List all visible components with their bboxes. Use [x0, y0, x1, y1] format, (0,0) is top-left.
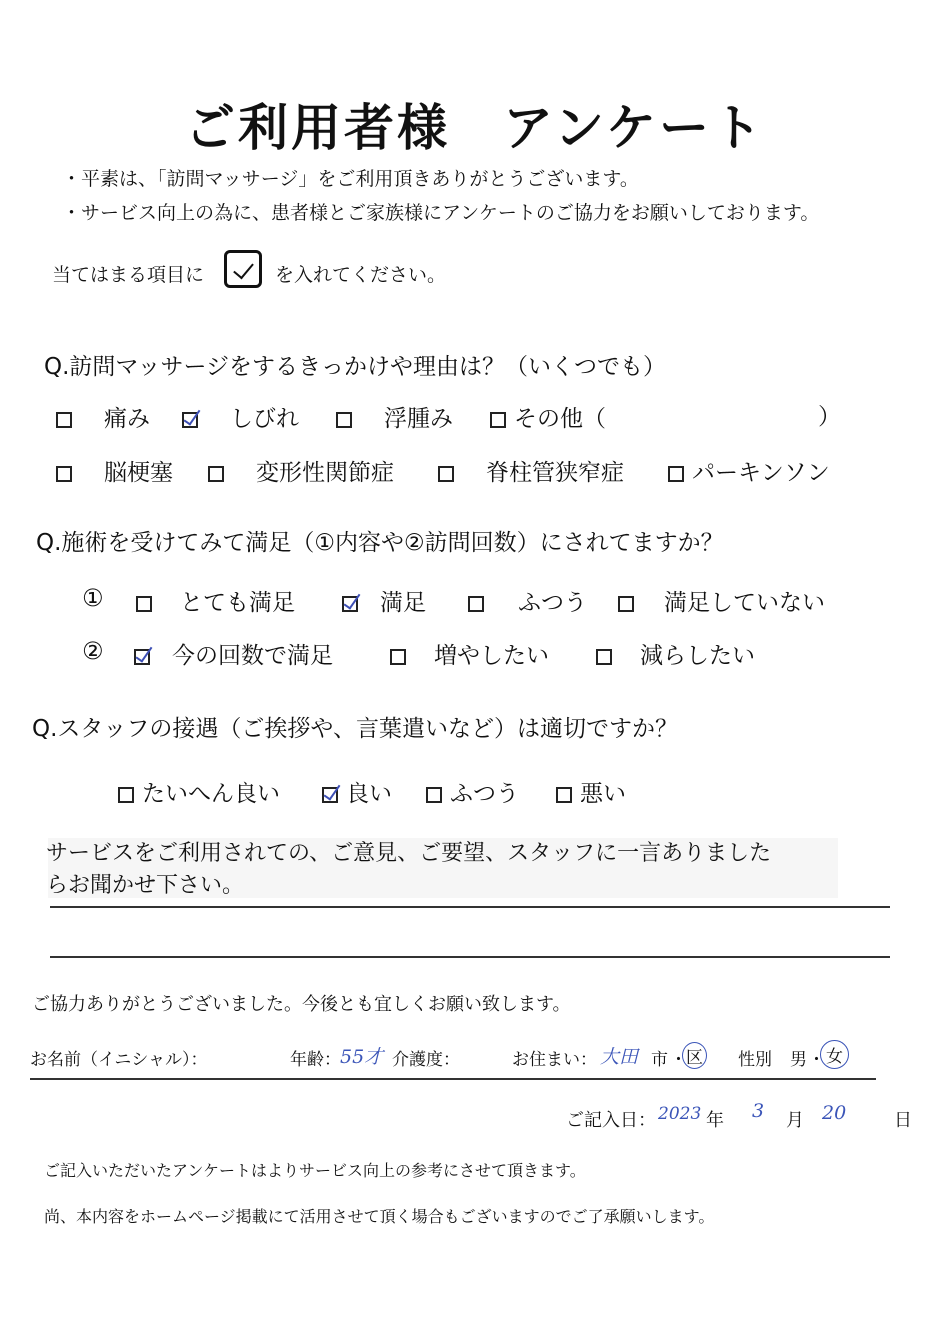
checkbox-icon[interactable]: [208, 466, 224, 482]
q1-option-numbness[interactable]: しびれ: [182, 400, 299, 433]
city-ward-separator: ・: [670, 1050, 687, 1070]
intro-line-2: ・サービス向上の為に、患者様とご家族様にアンケートのご協力をお願いしております。: [62, 202, 820, 224]
q2-visits-satisfied[interactable]: 今の回数で満足: [134, 637, 333, 670]
q2-row1-number: ①: [82, 584, 104, 612]
q1-option-pain[interactable]: 痛み: [56, 400, 150, 433]
name-label: お名前（イニシャル）：: [30, 1050, 208, 1070]
date-year-value[interactable]: 2023: [658, 1104, 702, 1124]
date-day-unit: 日: [894, 1110, 912, 1131]
info-underline: [30, 1078, 876, 1080]
checkbox-icon[interactable]: [438, 466, 454, 482]
question-3: Q.スタッフの接遇（ご挨拶や、言葉遣いなど）は適切ですか？: [32, 716, 678, 742]
q1-option-parkinson[interactable]: パーキンソン: [668, 454, 830, 487]
q2-content-very-satisfied[interactable]: とても満足: [136, 584, 295, 617]
checkbox-icon[interactable]: [618, 596, 634, 612]
question-1: Q.訪問マッサージをするきっかけや理由は？（いくつでも）: [44, 354, 667, 380]
q3-option-normal[interactable]: ふつう: [426, 775, 519, 808]
checkbox-icon[interactable]: [468, 596, 484, 612]
comment-prompt-line-2: らお聞かせ下さい。: [46, 873, 245, 898]
checkbox-icon[interactable]: [390, 649, 406, 665]
q2-visits-increase[interactable]: 増やしたい: [390, 637, 549, 670]
question-2: Q.施術を受けてみて満足（①内容や②訪問回数）にされてますか？: [36, 530, 724, 556]
checkbox-checked-icon[interactable]: [342, 596, 358, 612]
q3-option-bad[interactable]: 悪い: [556, 775, 626, 808]
check-example-icon: [224, 250, 262, 288]
checkbox-icon[interactable]: [56, 412, 72, 428]
checkbox-icon[interactable]: [556, 787, 572, 803]
comment-line-1[interactable]: [50, 906, 890, 908]
q1-other-close: ）: [818, 404, 841, 430]
q1-option-swelling[interactable]: 浮腫み: [336, 400, 453, 433]
footer-line-1: ご記入いただいたアンケートはよりサービス向上の参考にさせて頂きます。: [44, 1161, 586, 1180]
care-level-label: 介護度：: [392, 1050, 460, 1070]
checkbox-checked-icon[interactable]: [322, 787, 338, 803]
q2-content-satisfied[interactable]: 満足: [342, 584, 426, 617]
date-day-value[interactable]: 20: [822, 1102, 847, 1124]
checkbox-icon[interactable]: [596, 649, 612, 665]
thanks-text: ご協力ありがとうございました。今後とも宜しくお願い致します。: [32, 994, 571, 1015]
q3-option-very-good[interactable]: たいへん良い: [118, 775, 280, 808]
q1-option-arthrosis[interactable]: 変形性関節症: [208, 454, 394, 487]
page-title: ご利用者様 アンケート: [185, 99, 765, 157]
gender-separator: ・: [808, 1050, 825, 1070]
q2-content-not-satisfied[interactable]: 満足していない: [618, 584, 825, 617]
checkbox-icon[interactable]: [668, 466, 684, 482]
checkbox-icon[interactable]: [118, 787, 134, 803]
checkbox-icon[interactable]: [56, 466, 72, 482]
ward-option[interactable]: 区: [682, 1042, 707, 1069]
checkbox-icon[interactable]: [426, 787, 442, 803]
intro-line-1: ・平素は、「訪問マッサージ」をご利用頂きありがとうございます。: [62, 168, 639, 190]
checkbox-icon[interactable]: [490, 412, 506, 428]
city-option: 市: [651, 1050, 668, 1070]
q1-option-stenosis[interactable]: 脊柱管狭窄症: [438, 454, 624, 487]
date-label: ご記入日：: [566, 1110, 656, 1131]
q3-option-good[interactable]: 良い: [322, 775, 392, 808]
date-month-value[interactable]: 3: [752, 1100, 765, 1122]
gender-female[interactable]: 女: [820, 1040, 849, 1069]
gender-male[interactable]: 男: [790, 1050, 807, 1070]
footer-line-2: 尚、本内容をホームページ掲載にて活用させて頂く場合もございますのでご了承願いします。: [44, 1207, 715, 1226]
q1-option-other[interactable]: その他（: [490, 400, 606, 433]
address-value[interactable]: 大田: [600, 1046, 639, 1068]
date-year-unit: 年: [706, 1110, 724, 1131]
q1-option-stroke[interactable]: 脳梗塞: [56, 454, 173, 487]
checkbox-icon[interactable]: [136, 596, 152, 612]
age-value[interactable]: 55才: [340, 1046, 384, 1068]
q2-visits-decrease[interactable]: 減らしたい: [596, 637, 755, 670]
checkbox-checked-icon[interactable]: [134, 649, 150, 665]
address-label: お住まい：: [512, 1050, 597, 1070]
date-month-unit: 月: [786, 1110, 804, 1131]
checkbox-checked-icon[interactable]: [182, 412, 198, 428]
comment-line-2[interactable]: [50, 956, 890, 958]
checkbox-icon[interactable]: [336, 412, 352, 428]
comment-prompt-line-1: サービスをご利用されての、ご意見、ご要望、スタッフに一言ありました: [46, 841, 772, 866]
gender-label: 性別: [738, 1050, 772, 1070]
q2-content-normal[interactable]: ふつう: [468, 584, 587, 617]
q2-row2-number: ②: [82, 637, 104, 665]
age-label: 年齢：: [290, 1050, 341, 1070]
instruction-before: 当てはまる項目に: [52, 264, 205, 286]
instruction-after: を入れてください。: [275, 264, 447, 286]
